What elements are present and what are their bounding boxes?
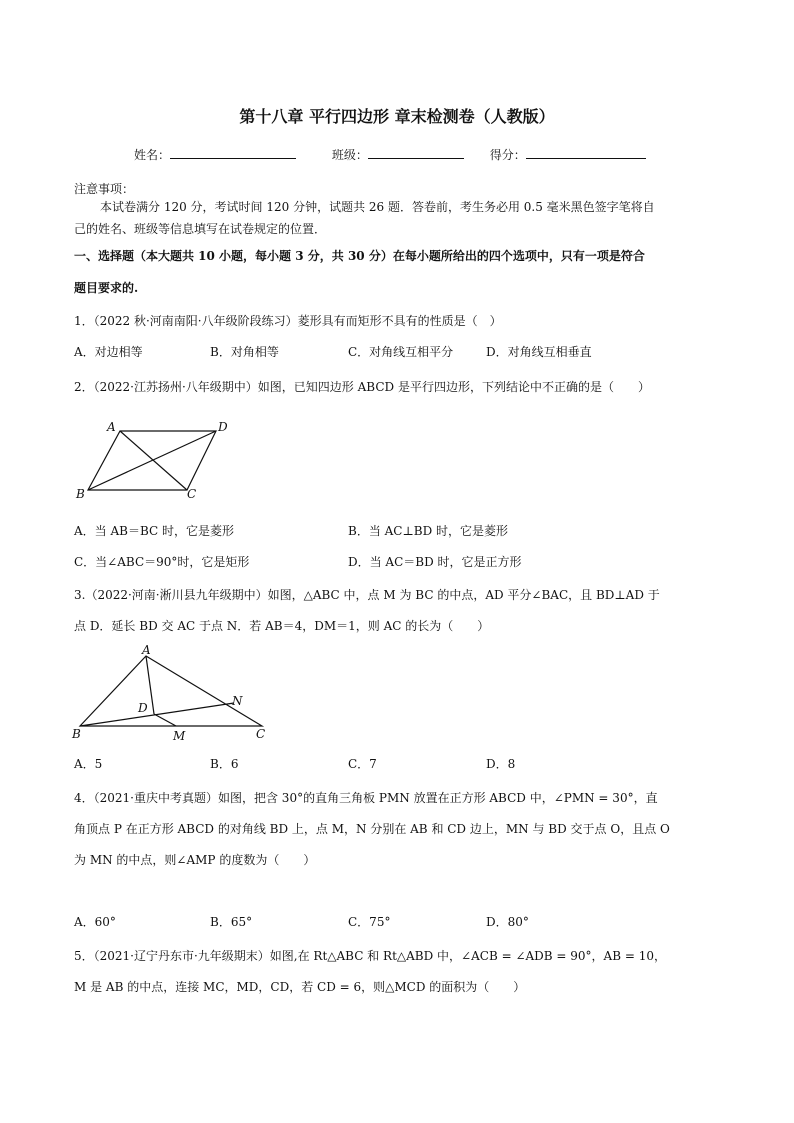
q2-option-a: A．当 AB＝BC 时，它是菱形 [74,524,235,538]
q5-stem-1: 5．（2021·辽宁丹东市·九年级期末）如图,在 Rt△ABC 和 Rt△ABD 中，∠ACB = ∠ADB = 90°，AB = 10， [74,949,666,963]
q3-stem-1: 3.（2022·河南·淅川县九年级期中）如图，△ABC 中，点 M 为 BC 的中点，AD 平分∠BAC，且 BD⊥AD 于 [74,588,660,602]
q3-label-d: D [138,701,148,715]
q3-option-d: D．8 [486,757,516,771]
class-field[interactable] [368,146,464,159]
notes-line-2: 己的姓名、班级等信息填写在试卷规定的位置． [74,222,327,236]
q3-label-n: N [232,694,243,708]
q4-option-b: B．65° [210,915,253,929]
q2-label-b: B [76,487,85,501]
class-label: 班级： [331,148,368,162]
q4-option-d: D．80° [486,915,529,929]
q3-option-a: A．5 [74,757,103,771]
q3-label-m: M [173,729,186,743]
q1-option-d: D．对角线互相垂直 [486,345,592,359]
q3-triangle-abc [80,656,262,726]
q2-label-a: A [107,420,116,434]
q3-label-b: B [72,727,81,741]
q2-diagonal-ac [120,431,187,490]
q3-label-c: C [256,727,266,741]
q3-label-a: A [142,643,151,657]
score-field[interactable] [526,146,646,159]
name-field[interactable] [170,146,296,159]
q5-stem-2: M 是 AB 的中点，连接 MC，MD，CD，若 CD = 6，则△MCD 的面积为（ ） [74,980,526,994]
q3-triangle-figure [66,642,276,746]
q4-option-c: C．75° [348,915,391,929]
q2-option-c: C．当∠ABC＝90°时，它是矩形 [74,555,250,569]
q4-stem-3: 为 MN 的中点，则∠AMP 的度数为（ ） [74,853,316,867]
q2-parallelogram-figure [70,418,240,508]
q2-label-c: C [187,487,197,501]
q4-stem-2: 角顶点 P 在正方形 ABCD 的对角线 BD 上，点 M，N 分别在 AB 和 CD 边上，MN 与 BD 交于点 O，且点 O [74,822,670,836]
q1-option-b: B．对角相等 [210,345,279,359]
name-label: 姓名： [134,148,171,162]
q4-stem-1: 4．（2021·重庆中考真题）如图，把含 30°的直角三角板 PMN 放置在正方形 ABCD 中，∠PMN = 30°，直 [74,791,658,805]
q3-segment-dm [154,714,176,726]
score-label: 得分： [489,148,526,162]
student-info-line [134,146,646,163]
q3-option-c: C．7 [348,757,377,771]
q2-option-d: D．当 AC＝BD 时，它是正方形 [348,555,522,569]
q3-stem-2: 点 D．延长 BD 交 AC 于点 N．若 AB＝4，DM＝1，则 AC 的长为（ ） [74,619,490,633]
q2-option-b: B．当 AC⊥BD 时，它是菱形 [348,524,509,538]
section-heading: 一、选择题（本大题共 10 小题，每小题 3 分，共 30 分）在每小题所给出的四个选项中，只有一项是符合 [74,249,645,263]
section-heading-cont: 题目要求的. [74,281,139,295]
q2-diagonal-bd [88,431,216,490]
q4-option-a: A．60° [74,915,116,929]
q1-stem: 1．（2022 秋·河南南阳·八年级阶段练习）菱形具有而矩形不具有的性质是（ ） [74,314,502,328]
q3-option-b: B．6 [210,757,239,771]
page-title: 第十八章 平行四边形 章末检测卷（人教版） [239,107,555,126]
notes-line-1: 本试卷满分 120 分，考试时间 120 分钟，试题共 26 题．答卷前，考生务必用 0.5 毫米黑色签字笔将自 [100,200,655,214]
q1-option-a: A．对边相等 [74,345,143,359]
q2-label-d: D [218,420,228,434]
q3-segment-bn [80,703,234,726]
q1-option-c: C．对角线互相平分 [348,345,454,359]
notes-heading: 注意事项： [74,182,135,196]
q2-stem: 2．（2022·江苏扬州·八年级期中）如图，已知四边形 ABCD 是平行四边形，下列结论中不正确的是（ ） [74,380,650,394]
